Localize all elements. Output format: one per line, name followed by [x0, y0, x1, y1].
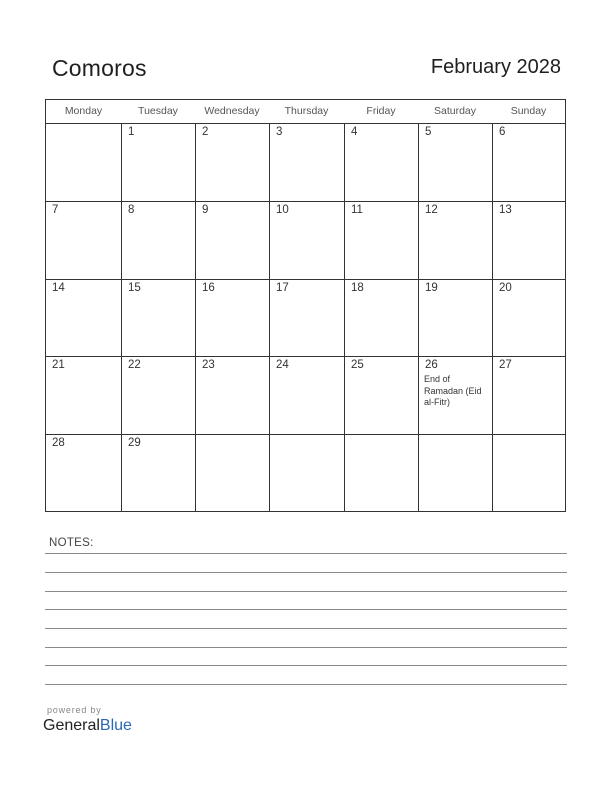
day-cell [492, 356, 565, 434]
notes-line [45, 684, 567, 685]
day-number: 17 [276, 282, 289, 294]
day-number: 18 [351, 282, 364, 294]
day-cell [46, 201, 121, 279]
holiday-event: End of Ramadan (Eid al-Fitr) [424, 374, 482, 407]
weekday-header-row [46, 100, 565, 124]
day-cell [46, 124, 121, 201]
notes-line [45, 591, 567, 592]
day-cell [46, 279, 121, 356]
day-number: 7 [52, 204, 59, 216]
day-cell [195, 279, 269, 356]
day-number: 2 [202, 126, 209, 138]
day-cell [344, 201, 418, 279]
day-cell [344, 356, 418, 434]
weekday-label-sunday: Sunday [510, 105, 547, 117]
day-cell [121, 279, 195, 356]
day-cell [195, 124, 269, 201]
day-cell [121, 201, 195, 279]
notes-label: NOTES: [49, 537, 94, 549]
day-number: 15 [128, 282, 141, 294]
day-number: 11 [351, 204, 363, 216]
day-number: 21 [52, 359, 65, 371]
brand-blue: Blue [99, 717, 132, 734]
calendar-grid [45, 99, 566, 512]
weekday-label-thursday: Thursday [284, 105, 329, 117]
day-number: 4 [351, 126, 358, 138]
day-number: 16 [202, 282, 215, 294]
day-cell [418, 124, 492, 201]
day-number: 28 [52, 437, 65, 449]
weekday-label-wednesday: Wednesday [204, 105, 260, 117]
day-number: 12 [425, 204, 438, 216]
day-cell [344, 434, 418, 511]
day-cell [418, 201, 492, 279]
day-cell [269, 124, 344, 201]
day-number: 24 [276, 359, 289, 371]
day-cell [269, 434, 344, 511]
brand-general: General [43, 717, 100, 734]
powered-by-text: powered by [47, 705, 102, 715]
notes-line [45, 609, 567, 610]
day-cell [46, 356, 121, 434]
weekday-label-monday: Monday [64, 105, 103, 117]
notes-line [45, 572, 567, 573]
day-cell [46, 434, 121, 511]
day-cell [195, 201, 269, 279]
day-number: 27 [499, 359, 512, 371]
day-cell [121, 434, 195, 511]
day-cell [344, 279, 418, 356]
day-number: 26 [425, 359, 438, 371]
day-number: 29 [128, 437, 141, 449]
generalblue-logo [43, 717, 132, 735]
notes-line [45, 665, 567, 666]
day-number: 10 [276, 204, 289, 216]
day-number: 6 [499, 126, 506, 138]
notes-line [45, 628, 567, 629]
day-number: 9 [202, 204, 209, 216]
calendar-country-title: Comoros [52, 55, 147, 81]
weekday-label-saturday: Saturday [433, 105, 477, 117]
day-number: 3 [276, 126, 283, 138]
day-number: 25 [351, 359, 364, 371]
day-cell [269, 356, 344, 434]
weekday-label-friday: Friday [366, 105, 396, 117]
day-cell [492, 434, 565, 511]
day-number: 22 [128, 359, 141, 371]
weekday-label-tuesday: Tuesday [138, 105, 178, 117]
day-number: 13 [499, 204, 512, 216]
day-cell [269, 201, 344, 279]
day-cell [195, 434, 269, 511]
day-number: 20 [499, 282, 512, 294]
day-cell [418, 434, 492, 511]
day-number: 19 [425, 282, 438, 294]
day-number: 14 [52, 282, 65, 294]
day-cell [121, 356, 195, 434]
day-number: 5 [425, 126, 432, 138]
notes-line [45, 647, 567, 648]
day-cell [121, 124, 195, 201]
day-cell [492, 279, 565, 356]
calendar-month-title: February 2028 [430, 56, 561, 78]
day-cell [418, 279, 492, 356]
day-cell [418, 356, 492, 434]
day-cell [269, 279, 344, 356]
day-cell [344, 124, 418, 201]
day-cell [492, 124, 565, 201]
notes-line [45, 553, 567, 554]
day-number: 23 [202, 359, 215, 371]
day-number: 1 [128, 126, 135, 138]
day-number: 8 [128, 204, 135, 216]
day-cell [492, 201, 565, 279]
day-cell [195, 356, 269, 434]
